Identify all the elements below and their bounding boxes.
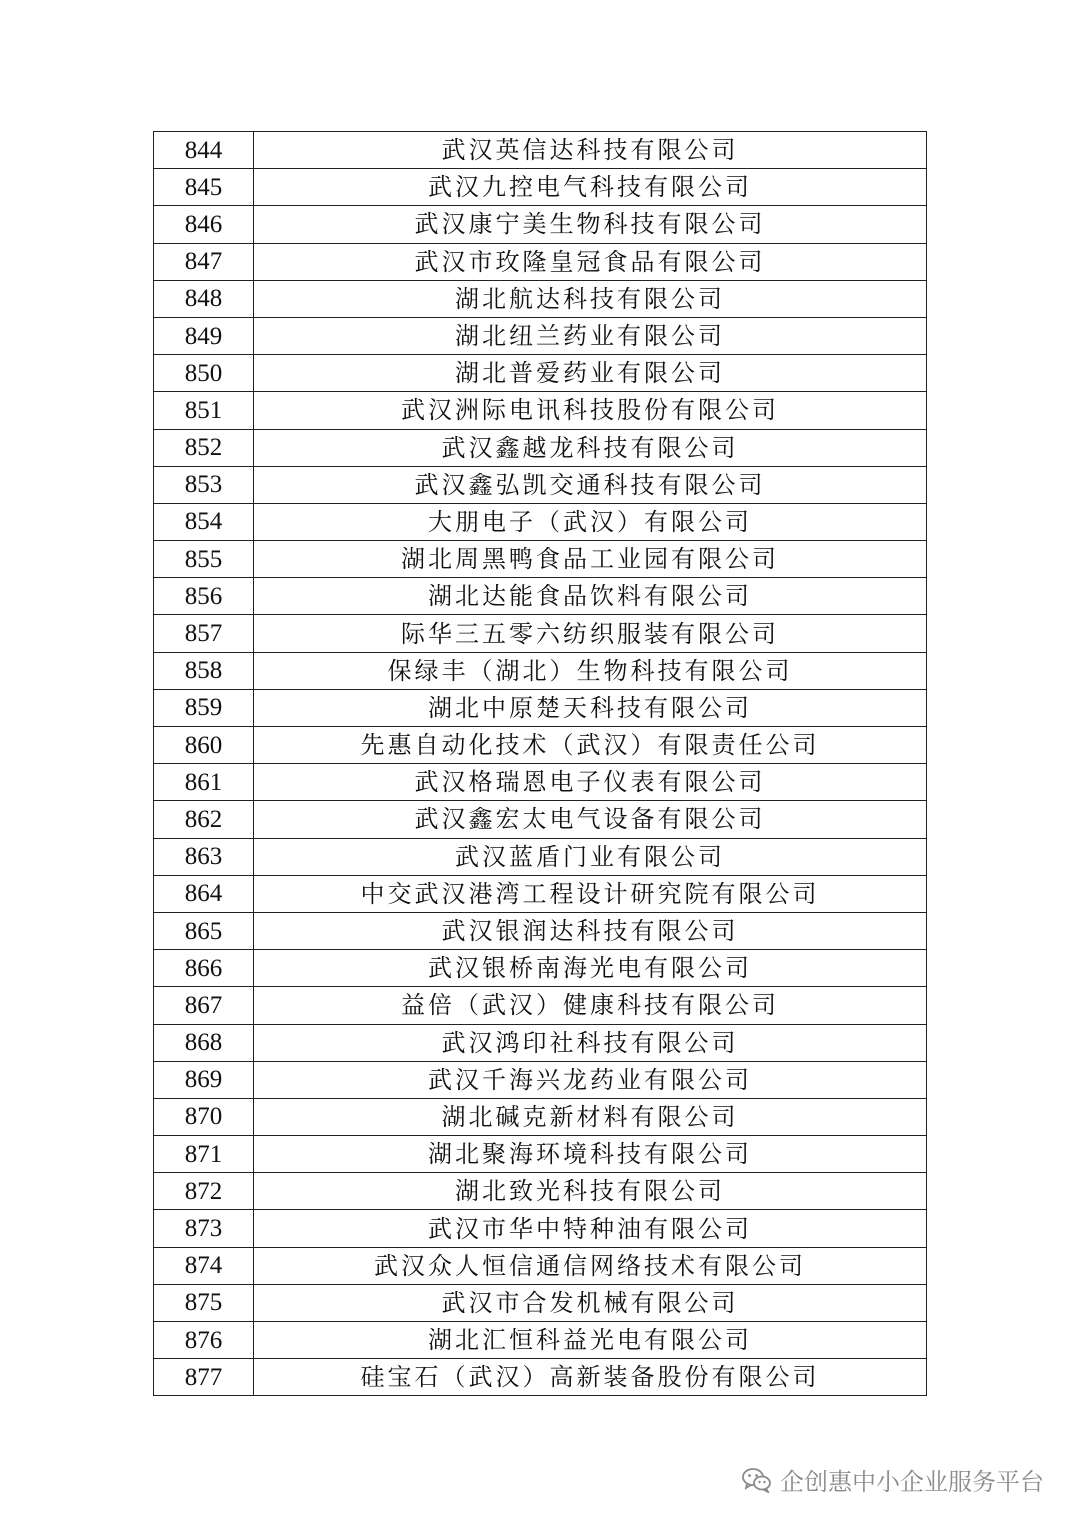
- company-name: 武汉银桥南海光电有限公司: [254, 950, 927, 987]
- company-name: 湖北碱克新材料有限公司: [254, 1098, 927, 1135]
- row-number: 866: [154, 950, 254, 987]
- company-name: 武汉英信达科技有限公司: [254, 132, 927, 169]
- row-number: 859: [154, 689, 254, 726]
- table-row: [154, 243, 927, 280]
- company-name: 武汉鑫弘凯交通科技有限公司: [254, 466, 927, 503]
- table-row: [154, 727, 927, 764]
- row-number: 856: [154, 578, 254, 615]
- row-number: 873: [154, 1210, 254, 1247]
- company-name: 湖北航达科技有限公司: [254, 280, 927, 317]
- company-name: 武汉洲际电讯科技股份有限公司: [254, 392, 927, 429]
- row-number: 862: [154, 801, 254, 838]
- company-table: [153, 131, 927, 1396]
- row-number: 851: [154, 392, 254, 429]
- table-row: [154, 1247, 927, 1284]
- company-name: 际华三五零六纺织服装有限公司: [254, 615, 927, 652]
- table-row: [154, 1173, 927, 1210]
- row-number: 877: [154, 1359, 254, 1396]
- table-row: [154, 764, 927, 801]
- company-name: 武汉鸿印社科技有限公司: [254, 1024, 927, 1061]
- company-name: 武汉市华中特种油有限公司: [254, 1210, 927, 1247]
- table-row: [154, 541, 927, 578]
- company-name: 武汉九控电气科技有限公司: [254, 169, 927, 206]
- company-name: 武汉市合发机械有限公司: [254, 1284, 927, 1321]
- row-number: 872: [154, 1173, 254, 1210]
- table-row: [154, 1210, 927, 1247]
- row-number: 853: [154, 466, 254, 503]
- table-row: [154, 1284, 927, 1321]
- row-number: 864: [154, 875, 254, 912]
- row-number: 845: [154, 169, 254, 206]
- table-row: [154, 280, 927, 317]
- row-number: 855: [154, 541, 254, 578]
- row-number: 867: [154, 987, 254, 1024]
- company-name: 湖北达能食品饮料有限公司: [254, 578, 927, 615]
- table-row: [154, 1098, 927, 1135]
- row-number: 852: [154, 429, 254, 466]
- row-number: 848: [154, 280, 254, 317]
- table-row: [154, 578, 927, 615]
- row-number: 854: [154, 503, 254, 540]
- company-rows: [154, 132, 927, 1396]
- table-row: [154, 912, 927, 949]
- row-number: 863: [154, 838, 254, 875]
- company-name: 武汉鑫越龙科技有限公司: [254, 429, 927, 466]
- table-row: [154, 169, 927, 206]
- company-name: 中交武汉港湾工程设计研究院有限公司: [254, 875, 927, 912]
- table-row: [154, 355, 927, 392]
- row-number: 875: [154, 1284, 254, 1321]
- company-name: 湖北汇恒科益光电有限公司: [254, 1322, 927, 1359]
- wechat-icon: [742, 1467, 772, 1493]
- table-row: [154, 1024, 927, 1061]
- row-number: 850: [154, 355, 254, 392]
- watermark: [742, 1462, 1044, 1497]
- row-number: 857: [154, 615, 254, 652]
- company-name: 益倍（武汉）健康科技有限公司: [254, 987, 927, 1024]
- table-row: [154, 987, 927, 1024]
- table-row: [154, 466, 927, 503]
- row-number: 849: [154, 317, 254, 354]
- table-row: [154, 1322, 927, 1359]
- company-name: 大朋电子（武汉）有限公司: [254, 503, 927, 540]
- table-row: [154, 838, 927, 875]
- company-name: 武汉格瑞恩电子仪表有限公司: [254, 764, 927, 801]
- company-name: 保绿丰（湖北）生物科技有限公司: [254, 652, 927, 689]
- table-row: [154, 317, 927, 354]
- table-row: [154, 801, 927, 838]
- company-name: 湖北周黑鸭食品工业园有限公司: [254, 541, 927, 578]
- company-name: 湖北聚海环境科技有限公司: [254, 1136, 927, 1173]
- table-row: [154, 392, 927, 429]
- row-number: 871: [154, 1136, 254, 1173]
- row-number: 844: [154, 132, 254, 169]
- company-name: 武汉蓝盾门业有限公司: [254, 838, 927, 875]
- company-name: 武汉千海兴龙药业有限公司: [254, 1061, 927, 1098]
- row-number: 861: [154, 764, 254, 801]
- company-name: 湖北致光科技有限公司: [254, 1173, 927, 1210]
- table-row: [154, 206, 927, 243]
- company-name: 湖北纽兰药业有限公司: [254, 317, 927, 354]
- company-name: 武汉市玫隆皇冠食品有限公司: [254, 243, 927, 280]
- row-number: 876: [154, 1322, 254, 1359]
- company-name: 硅宝石（武汉）高新装备股份有限公司: [254, 1359, 927, 1396]
- table-row: [154, 1061, 927, 1098]
- table-row: [154, 950, 927, 987]
- row-number: 858: [154, 652, 254, 689]
- row-number: 847: [154, 243, 254, 280]
- table-row: [154, 429, 927, 466]
- company-name: 武汉鑫宏太电气设备有限公司: [254, 801, 927, 838]
- table-row: [154, 615, 927, 652]
- company-name: 武汉康宁美生物科技有限公司: [254, 206, 927, 243]
- row-number: 846: [154, 206, 254, 243]
- table-row: [154, 875, 927, 912]
- table-row: [154, 652, 927, 689]
- row-number: 868: [154, 1024, 254, 1061]
- company-name: 湖北中原楚天科技有限公司: [254, 689, 927, 726]
- watermark-text: 企创惠中小企业服务平台: [780, 1468, 1044, 1496]
- table-row: [154, 1136, 927, 1173]
- company-name: 武汉银润达科技有限公司: [254, 912, 927, 949]
- company-name: 武汉众人恒信通信网络技术有限公司: [254, 1247, 927, 1284]
- row-number: 865: [154, 912, 254, 949]
- company-name: 先惠自动化技术（武汉）有限责任公司: [254, 727, 927, 764]
- row-number: 860: [154, 727, 254, 764]
- table-row: [154, 1359, 927, 1396]
- row-number: 874: [154, 1247, 254, 1284]
- table-row: [154, 689, 927, 726]
- row-number: 870: [154, 1098, 254, 1135]
- table-row: [154, 503, 927, 540]
- company-name: 湖北普爱药业有限公司: [254, 355, 927, 392]
- table-row: [154, 132, 927, 169]
- row-number: 869: [154, 1061, 254, 1098]
